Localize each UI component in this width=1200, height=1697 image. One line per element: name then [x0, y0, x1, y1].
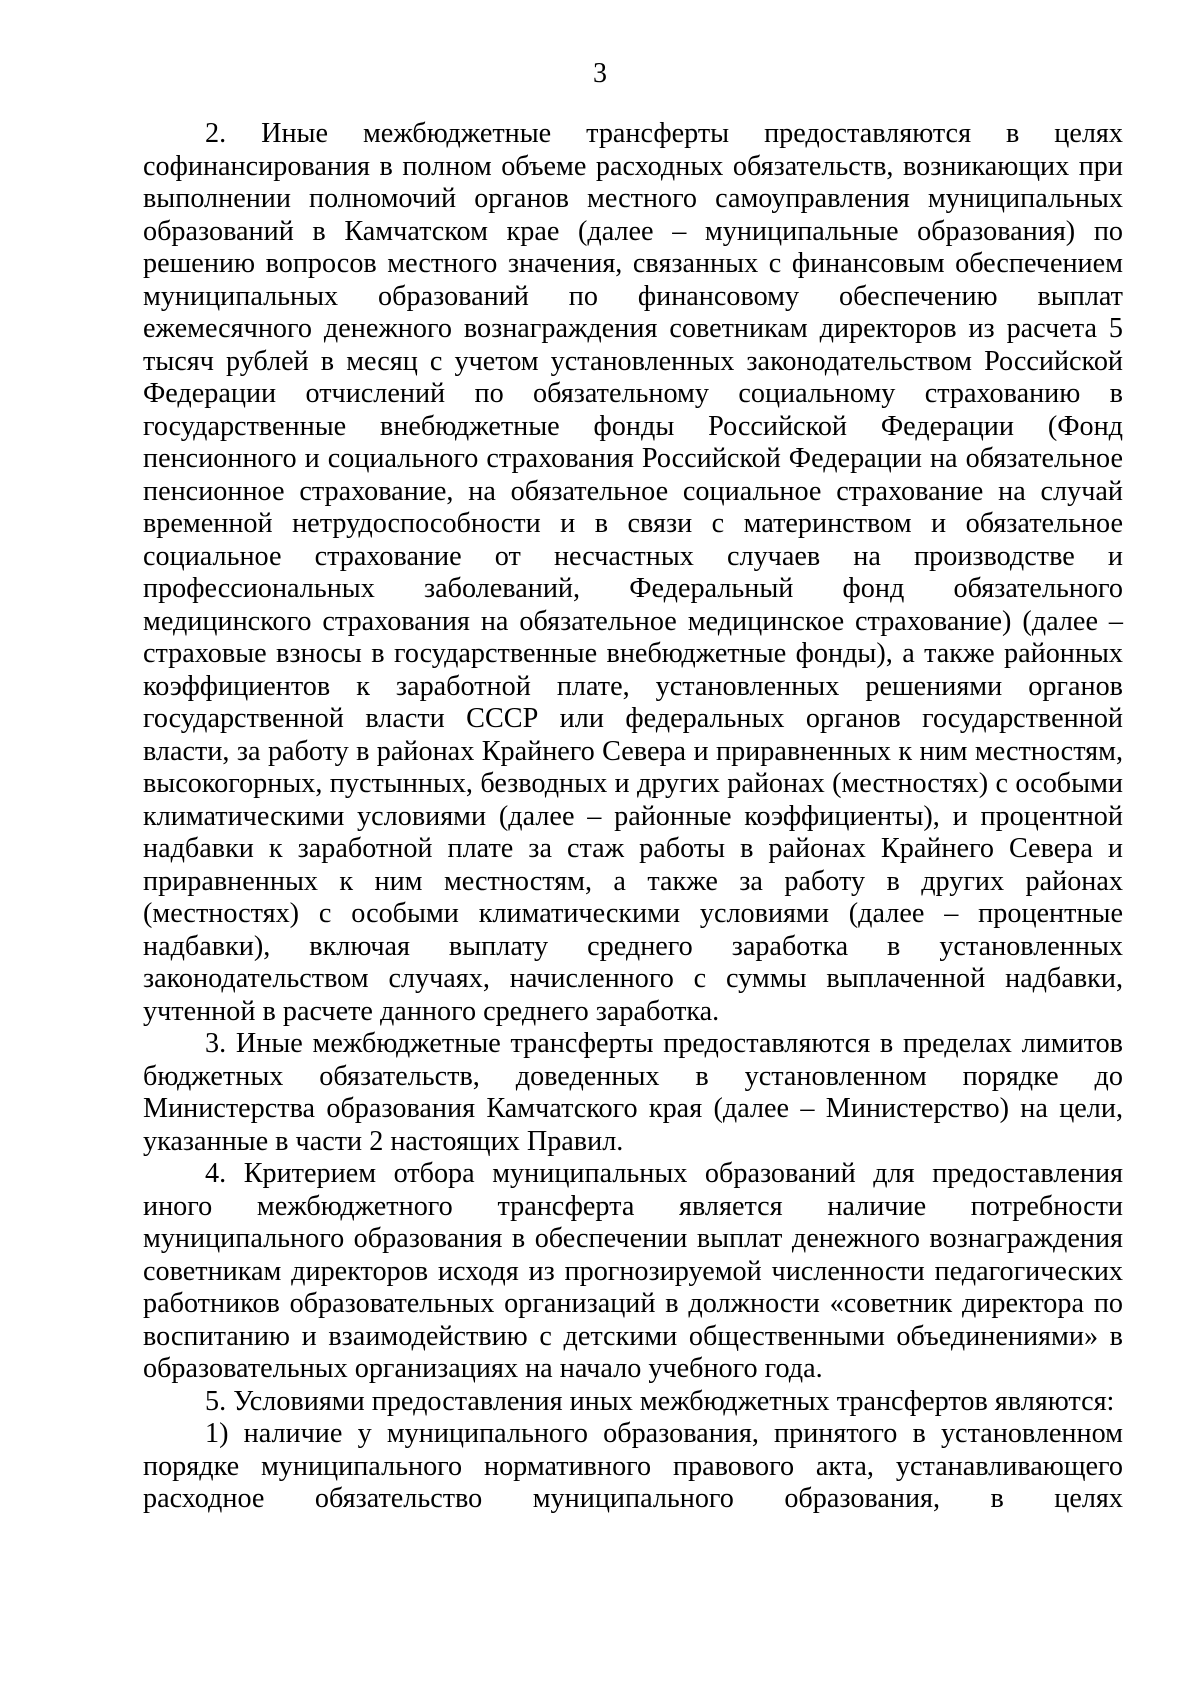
paragraph-3-transfers-limits: 3. Иные межбюджетные трансферты предоставляются в пределах лимитов бюджетных обязательств, доведенных в установленном порядке до Министерства образования Камчатского края (далее – Министерство) на цели, указанные в части 2 настоящих Правил. [143, 1028, 1123, 1157]
document-body [143, 118, 1123, 1516]
paragraph-5-conditions: 5. Условиями предоставления иных межбюджетных трансфертов являются: [205, 1385, 1115, 1417]
paragraph-5-condition-1: 1) наличие у муниципального образования, принятого в установленном порядке муниципального нормативного правового акта, устанавливающего расходное обязательство муниципального образования, в целях [143, 1418, 1123, 1514]
paragraph-4-selection-criterion: 4. Критерием отбора муниципальных образований для предоставления иного межбюджетного трансферта является наличие потребности муниципального образования в обеспечении выплат денежного вознаграждения советникам директоров исходя из прогнозируемой численности педагогических работников образовательных организаций в должности «советник директора по воспитанию и взаимодействию с детскими общественными объединениями» в образовательных организациях на начало учебного года. [143, 1158, 1123, 1384]
paragraph-2-transfers-purpose: 2. Иные межбюджетные трансферты предоставляются в целях софинансирования в полном объеме расходных обязательств, возникающих при выполнении полномочий органов местного самоуправления муниципальных образований в Камчатском крае (далее – муниципальные образования) по решению вопросов местного значения, связанных с финансовым обеспечением муниципальных образований по финансовому обеспечению выплат ежемесячного денежного вознаграждения советникам директоров из расчета 5 тысяч рублей в месяц с учетом установленных законодательством Российской Федерации отчислений по обязательному социальному страхованию в государственные внебюджетные фонды Российской Федерации (Фонд пенсионного и социального страхования Российской Федерации на обязательное пенсионное страхование, на обязательное социальное страхование на случай временной нетрудоспособности и в связи с материнством и обязательное социальное страхование от несчастных случаев на производстве и профессиональных заболеваний, Федеральный фонд обязательного медицинского страхования на обязательное медицинское страхование) (далее – страховые взносы в государственные внебюджетные фонды), а также районных коэффициентов к заработной плате, установленных решениями органов государственной власти СССР или федеральных органов государственной власти, за работу в районах Крайнего Севера и приравненных к ним местностям, высокогорных, пустынных, безводных и других районах (местностях) с особыми климатическими условиями (далее – районные коэффициенты), и процентной надбавки к заработной плате за стаж работы в районах Крайнего Севера и приравненных к ним местностям, а также за работу в других районах (местностях) с особыми климатическими условиями (далее – процентные надбавки), включая выплату среднего заработка в установленных законодательством случаях, начисленного с суммы выплаченной надбавки, учтенной в расчете данного среднего заработка. [143, 118, 1123, 1027]
page-number: 3 [593, 58, 607, 89]
